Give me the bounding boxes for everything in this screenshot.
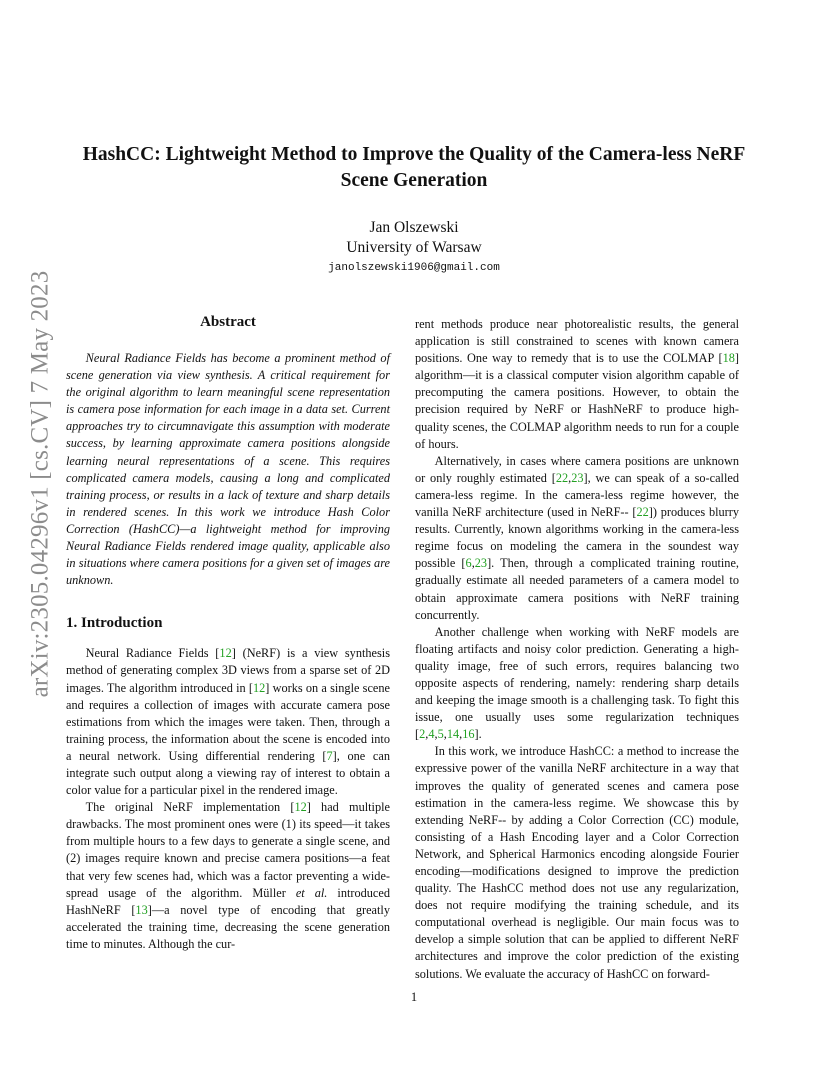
citation-link[interactable]: 22 — [555, 470, 569, 485]
right-column — [415, 316, 739, 983]
citation-link[interactable]: 12 — [294, 800, 307, 815]
citation-link[interactable]: 16 — [462, 727, 475, 742]
citation-link[interactable]: 22 — [636, 505, 649, 520]
citation-link[interactable]: 18 — [722, 351, 735, 366]
author-affiliation: University of Warsaw — [346, 239, 482, 256]
left-column — [66, 312, 390, 953]
citation-link[interactable]: 12 — [252, 680, 266, 695]
paper-title-line-1: HashCC: Lightweight Method to Improve the Quality of the Camera-less NeRF — [82, 144, 746, 165]
citation-link[interactable]: 14 — [446, 727, 460, 742]
citation-link[interactable]: 5 — [437, 727, 444, 742]
intro-paragraph-1: Neural Radiance Fields [12] (NeRF) is a view synthesis method of generating complex 3D views from a sparse set of 2D images. The algorithm introduced in [12] works on a single scene and requires a collection of images with accurate camera pose estimations from which the images were taken. Then, through a training process, the information about the scene is encoded into a neural network. Using differential rendering [7], one can integrate such output along a viewing ray of interest to obtain a color value for a particular pixel in the rendered image. — [66, 646, 390, 798]
author-block — [60, 218, 768, 278]
citation-link[interactable]: 7 — [326, 748, 333, 763]
citation-link[interactable]: 12 — [219, 646, 232, 661]
paper-title — [60, 142, 768, 194]
abstract-heading: Abstract — [200, 314, 256, 330]
intro-paragraph-3: Alternatively, in cases where camera positions are unknown or only roughly estimated [22,23], we can speak of a so-called camera-less regime. In the camera-less regime however, the vanilla NeRF architecture (used in NeRF-- [22]) produces blurry results. Currently, known algorithms working in the camera-less regime focus on modeling the camera in the soundest way possible [6,23]. Then, through a complicated training routine, gradually estimate all needed parameters of a camera model to obtain approximate camera positions with NeRF training concurrently. — [415, 453, 739, 622]
citation-link[interactable]: 13 — [135, 902, 148, 917]
intro-paragraph-2-continued: rent methods produce near photorealistic results, the general application is still constrained to scenes with known camera positions. One way to remedy that is to use the COLMAP [18] algorithm—it is a classical computer vision algorithm capable of precomputing the camera positions. However, to obtain the precision required by NeRF or HashNeRF to produce high-quality scenes, the COLMAP algorithm needs to run for a couple of hours. — [415, 317, 739, 451]
author-email: janolszewski1906@gmail.com — [328, 262, 500, 274]
page-number: 1 — [410, 990, 418, 1004]
intro-paragraph-2: The original NeRF implementation [12] had multiple drawbacks. The most prominent ones were (1) its speed—it takes from multiple hours to a few days to generate a single scene, and (2) images require known and precise camera positions—a feat that very few scenes had, which was a factor preventing a wide-spread usage of the algorithm. Müller et al. introduced HashNeRF [13]—a novel type of encoding that greatly accelerated the training time, decreasing the scene generation time to minutes. Although the cur- — [66, 800, 390, 951]
intro-paragraph-4: Another challenge when working with NeRF models are floating artifacts and noisy color prediction. Generating a high-quality image, free of such errors, requires balancing two opposite aspects of rendering, namely: rendering sharp details and keeping the image smooth is a challenging task. To fight this issue, one usually uses some regularization techniques [2,4,5,14,16]. — [415, 624, 739, 742]
paper-title-line-2: Scene Generation — [340, 170, 488, 191]
author-name: Jan Olszewski — [369, 219, 459, 236]
arxiv-identifier-text: arXiv:2305.04296v1 [cs.CV] 7 May 2023 — [26, 270, 54, 698]
arxiv-identifier-stamp — [20, 270, 60, 698]
citation-link[interactable]: 4 — [428, 727, 435, 742]
abstract-text: Neural Radiance Fields has become a prominent method of scene generation via view synthesis. A critical requirement for the original algorithm to learn meaningful scene representation is camera pose information for each image in a data set. Current approaches try to circumnavigate this assumption with moderate success, by learning approximate camera positions alongside learning neural representations of a scene. This requires complicated camera models, causing a long and complicated training process, or results in a lack of texture and sharp details in rendered scenes. In this work we introduce Hash Color Correction (HashCC)—a lightweight method for improving Neural Radiance Fields rendered image quality, applicable also in situations where camera positions for a given set of images are unknown. — [66, 351, 390, 588]
citation-link[interactable]: 2 — [419, 727, 426, 742]
citation-link[interactable]: 23 — [571, 470, 584, 485]
citation-link[interactable]: 6 — [465, 556, 472, 571]
section-heading-introduction: 1. Introduction — [66, 615, 163, 632]
intro-paragraph-5: In this work, we introduce HashCC: a method to increase the expressive power of the vanilla NeRF architecture in a way that improves the quality of generated scenes and camera pose estimation in the camera-less regime. We showcase this by extending NeRF-- by adding a Color Correction (CC) module, consisting of a Hash Encoding layer and a Color Correction Network, and Spherical Harmonics encoding alongside Fourier encoding—modifications designed to improve the prediction quality. The HashCC method does not use any regularization, does not require modifying the training schedule, and its computational overhead is negligible. Our main focus was to develop a simple solution that can be applied to different NeRF architectures and improve the color prediction of the existing solutions. We evaluate the accuracy of HashCC on forward- — [415, 744, 739, 981]
citation-link[interactable]: 23 — [474, 556, 488, 571]
